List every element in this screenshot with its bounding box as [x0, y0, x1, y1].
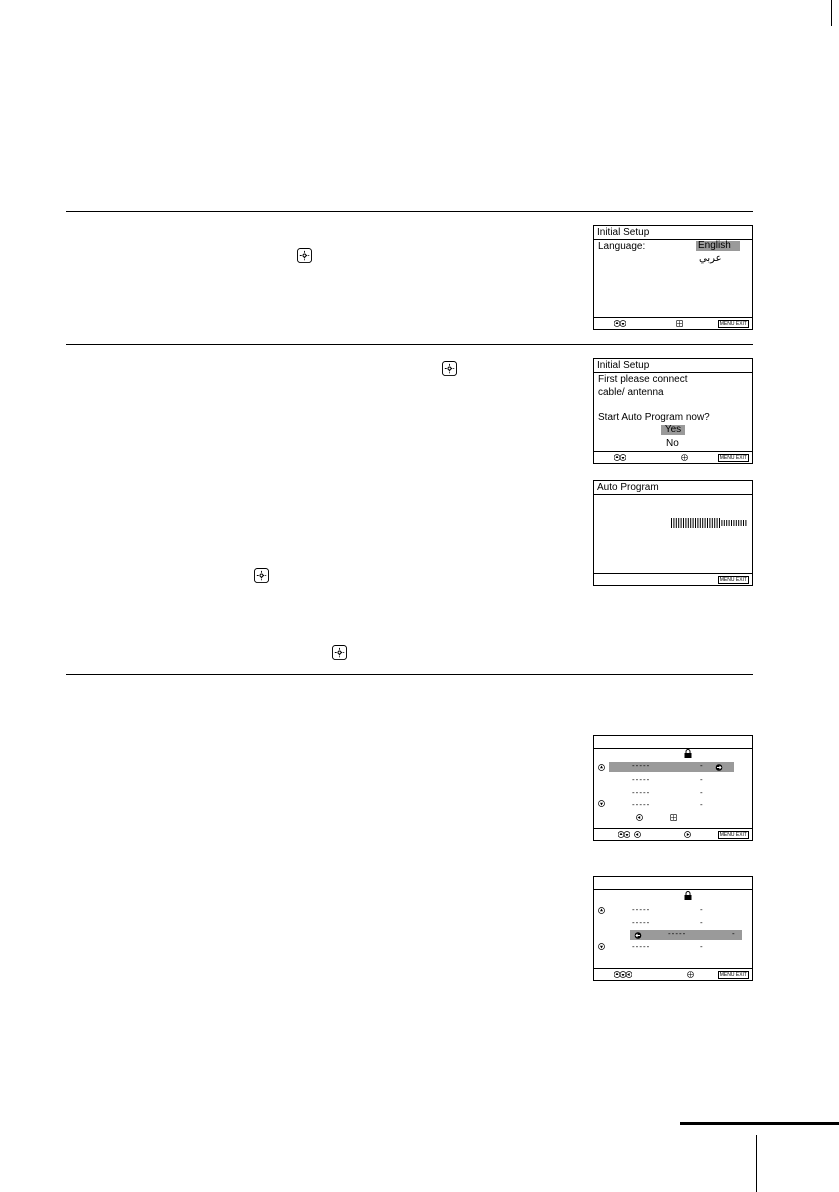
menu-exit-button[interactable]: MENU EXIT: [719, 832, 747, 838]
divider-1: [66, 211, 753, 212]
progress-tick-filled: [697, 518, 698, 528]
row-name[interactable]: -----: [632, 775, 651, 784]
down-arrow-icon: [598, 943, 605, 950]
row-name[interactable]: -----: [632, 800, 651, 809]
progress-tick-filled: [709, 518, 710, 528]
screen-footer: [594, 968, 752, 980]
screen-footer: [594, 451, 752, 463]
option-yes[interactable]: Yes: [661, 425, 685, 435]
row-name[interactable]: -----: [632, 788, 651, 797]
progress-tick-filled: [705, 518, 706, 528]
progress-tick-empty: [724, 520, 725, 526]
progress-tick-filled: [685, 518, 686, 528]
row-name[interactable]: -----: [632, 761, 651, 770]
instruction-line-2: cable/ antenna: [598, 387, 664, 398]
screen-footer: [594, 828, 752, 840]
progress-tick-filled: [678, 518, 679, 528]
question-line: Start Auto Program now?: [598, 412, 710, 423]
option-arabic[interactable]: عربي: [699, 253, 722, 264]
up-arrow-icon: [598, 764, 605, 771]
row-value: -: [700, 788, 704, 797]
progress-tick-filled: [700, 518, 701, 528]
progress-tick-filled: [707, 518, 708, 528]
row-value: -: [700, 918, 704, 927]
header-bar: [594, 877, 752, 890]
screen-auto-program: [593, 480, 753, 586]
progress-tick-filled: [673, 518, 674, 528]
ok-button-icon: [297, 248, 312, 263]
ok-button-icon: [254, 568, 269, 583]
ok-icon: [670, 814, 677, 821]
screen-initial-setup-language: [593, 225, 753, 330]
menu-exit-button[interactable]: MENU EXIT: [719, 321, 747, 327]
progress-tick-empty: [731, 520, 732, 526]
progress-tick-empty: [733, 520, 734, 526]
header-bar: [594, 736, 752, 749]
progress-tick-empty: [726, 520, 727, 526]
lock-icon: [684, 891, 692, 900]
progress-tick-filled: [676, 518, 677, 528]
screen-title: Auto Program: [594, 481, 752, 495]
row-name[interactable]: -----: [632, 942, 651, 951]
progress-tick-filled: [714, 518, 715, 528]
ok-icon: [676, 320, 683, 327]
progress-tick-filled: [688, 518, 689, 528]
up-down-arrows-icon: [614, 320, 626, 327]
progress-bar: [671, 518, 749, 528]
progress-tick-filled: [690, 518, 691, 528]
progress-tick-filled: [693, 518, 694, 528]
progress-tick-empty: [741, 520, 742, 526]
option-no[interactable]: No: [666, 438, 679, 449]
progress-tick-empty: [721, 520, 722, 526]
screen-footer: [594, 573, 752, 585]
screen-program-list: [593, 735, 753, 841]
left-arrow-icon: [634, 932, 642, 939]
progress-tick-filled: [719, 518, 720, 528]
ok-button-icon: [442, 361, 457, 376]
up-down-arrows-icon: [614, 454, 626, 461]
row-name[interactable]: -----: [632, 905, 651, 914]
lock-icon: [684, 749, 692, 758]
row-value: -: [732, 929, 736, 938]
ok-icon: [687, 971, 694, 978]
row-value: -: [700, 942, 704, 951]
screen-program-edit: [593, 876, 753, 981]
page-edge-rule: [756, 1135, 757, 1192]
row-value: -: [700, 905, 704, 914]
ok-icon: [681, 454, 688, 461]
row-name[interactable]: -----: [668, 929, 687, 938]
menu-exit-button[interactable]: MENU EXIT: [719, 455, 747, 461]
page-corner-rule: [680, 1122, 839, 1125]
screen-initial-setup-auto-program: [593, 358, 753, 464]
progress-tick-empty: [745, 520, 746, 526]
row-value: -: [700, 761, 704, 770]
progress-tick-empty: [738, 520, 739, 526]
divider-2: [66, 344, 753, 345]
menu-exit-button[interactable]: MENU EXIT: [719, 972, 747, 978]
progress-tick-empty: [743, 520, 744, 526]
up-arrow-icon: [598, 907, 605, 914]
page-top-edge-rule: [831, 0, 832, 26]
progress-tick-filled: [717, 518, 718, 528]
progress-tick-filled: [683, 518, 684, 528]
progress-tick-empty: [736, 520, 737, 526]
progress-tick-empty: [729, 520, 730, 526]
menu-exit-button[interactable]: MENU EXIT: [719, 577, 747, 583]
row-name[interactable]: -----: [632, 918, 651, 927]
ok-button-icon: [332, 645, 347, 660]
up-down-arrows-icon: [618, 831, 630, 838]
progress-tick-filled: [671, 518, 672, 528]
row-value: -: [700, 800, 704, 809]
screen-title: Initial Setup: [594, 359, 752, 373]
progress-tick-filled: [695, 518, 696, 528]
language-label: Language:: [598, 241, 646, 252]
progress-tick-filled: [712, 518, 713, 528]
left-arrow-icon: [636, 814, 643, 821]
progress-tick-filled: [702, 518, 703, 528]
progress-tick-filled: [681, 518, 682, 528]
right-arrow-icon: [715, 764, 723, 771]
right-arrow-icon: [684, 831, 691, 838]
four-arrows-icon: [614, 971, 632, 978]
option-english[interactable]: English: [696, 241, 740, 251]
instruction-line-1: First please connect: [598, 374, 688, 385]
down-arrow-icon: [598, 800, 605, 807]
screen-footer: [594, 317, 752, 329]
row-value: -: [700, 775, 704, 784]
divider-3: [66, 674, 753, 675]
left-arrow-icon: [634, 831, 641, 838]
screen-title: Initial Setup: [594, 226, 752, 240]
